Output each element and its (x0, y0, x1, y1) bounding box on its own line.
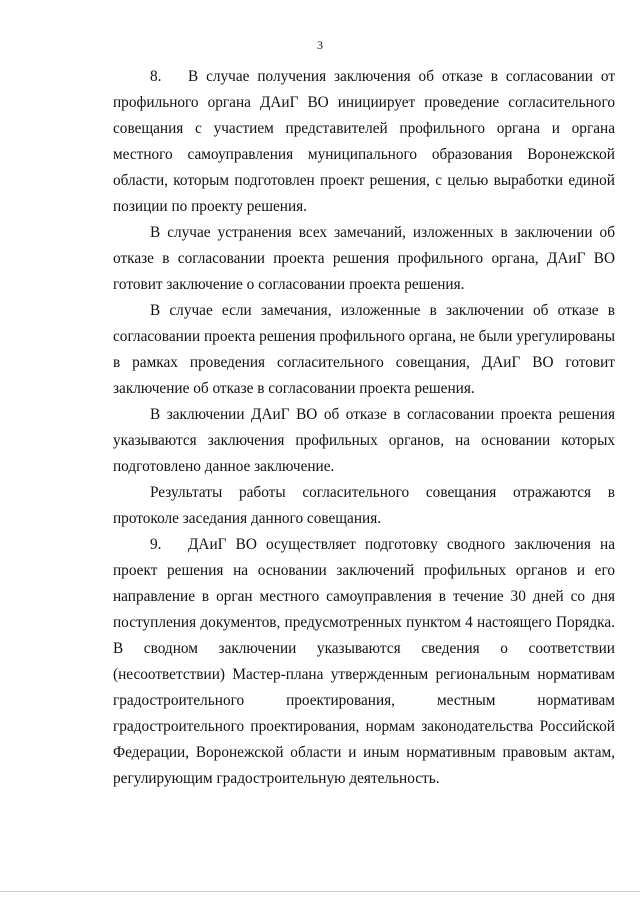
paragraph (113, 480, 615, 532)
paragraph-text: В случае устранения всех замечаний, изложенных в заключении об отказе в согласовании проекта решения профильного органа, ДАиГ ВО готовит заключение о согласовании проекта решения. (113, 224, 615, 293)
paragraph-item-9 (113, 532, 615, 792)
item-number: 8. (150, 68, 162, 85)
document-body (113, 64, 615, 792)
paragraph-item-8 (113, 64, 615, 220)
paragraph (113, 298, 615, 402)
paragraph-text: В заключении ДАиГ ВО об отказе в согласовании проекта решения указываются заключения профильных органов, на основании которых подготовлено данное заключение. (113, 406, 615, 475)
paragraph-text: В случае получения заключения об отказе в согласовании от профильного органа ДАиГ ВО инициирует проведение согласительного совещания с участием представителей профильного органа и органа местного самоуправления муниципального образования Воронежской области, которым подготовлен проект решения, с целью выработки единой позиции по проекту решения. (113, 68, 615, 215)
item-number: 9. (150, 536, 162, 553)
page-bottom-edge (0, 891, 640, 892)
paragraph-text: ДАиГ ВО осуществляет подготовку сводного заключения на проект решения на основании заключений профильных органов и его направление в орган местного самоуправления в течение 30 дней со дня поступления документов, предусмотренных пунктом 4 настоящего Порядка. В сводном заключении указываются сведения о соответствии (несоответствии) Мастер-плана утвержденным региональным нормативам градостроительного проектирования, местным нормативам градостроительного проектирования, нормам законодательства Российской Федерации, Воронежской области и иным нормативным правовым актам, регулирующим градостроительную деятельность. (113, 536, 615, 787)
paragraph-text: Результаты работы согласительного совещания отражаются в протоколе заседания данного совещания. (113, 484, 615, 527)
paragraph (113, 220, 615, 298)
page-number: 3 (317, 38, 323, 52)
paragraph (113, 402, 615, 480)
paragraph-text: В случае если замечания, изложенные в заключении об отказе в согласовании проекта решения профильного органа, не были урегулированы в рамках проведения согласительного совещания, ДАиГ ВО готовит заключение об отказе в согласовании проекта решения. (113, 302, 616, 397)
